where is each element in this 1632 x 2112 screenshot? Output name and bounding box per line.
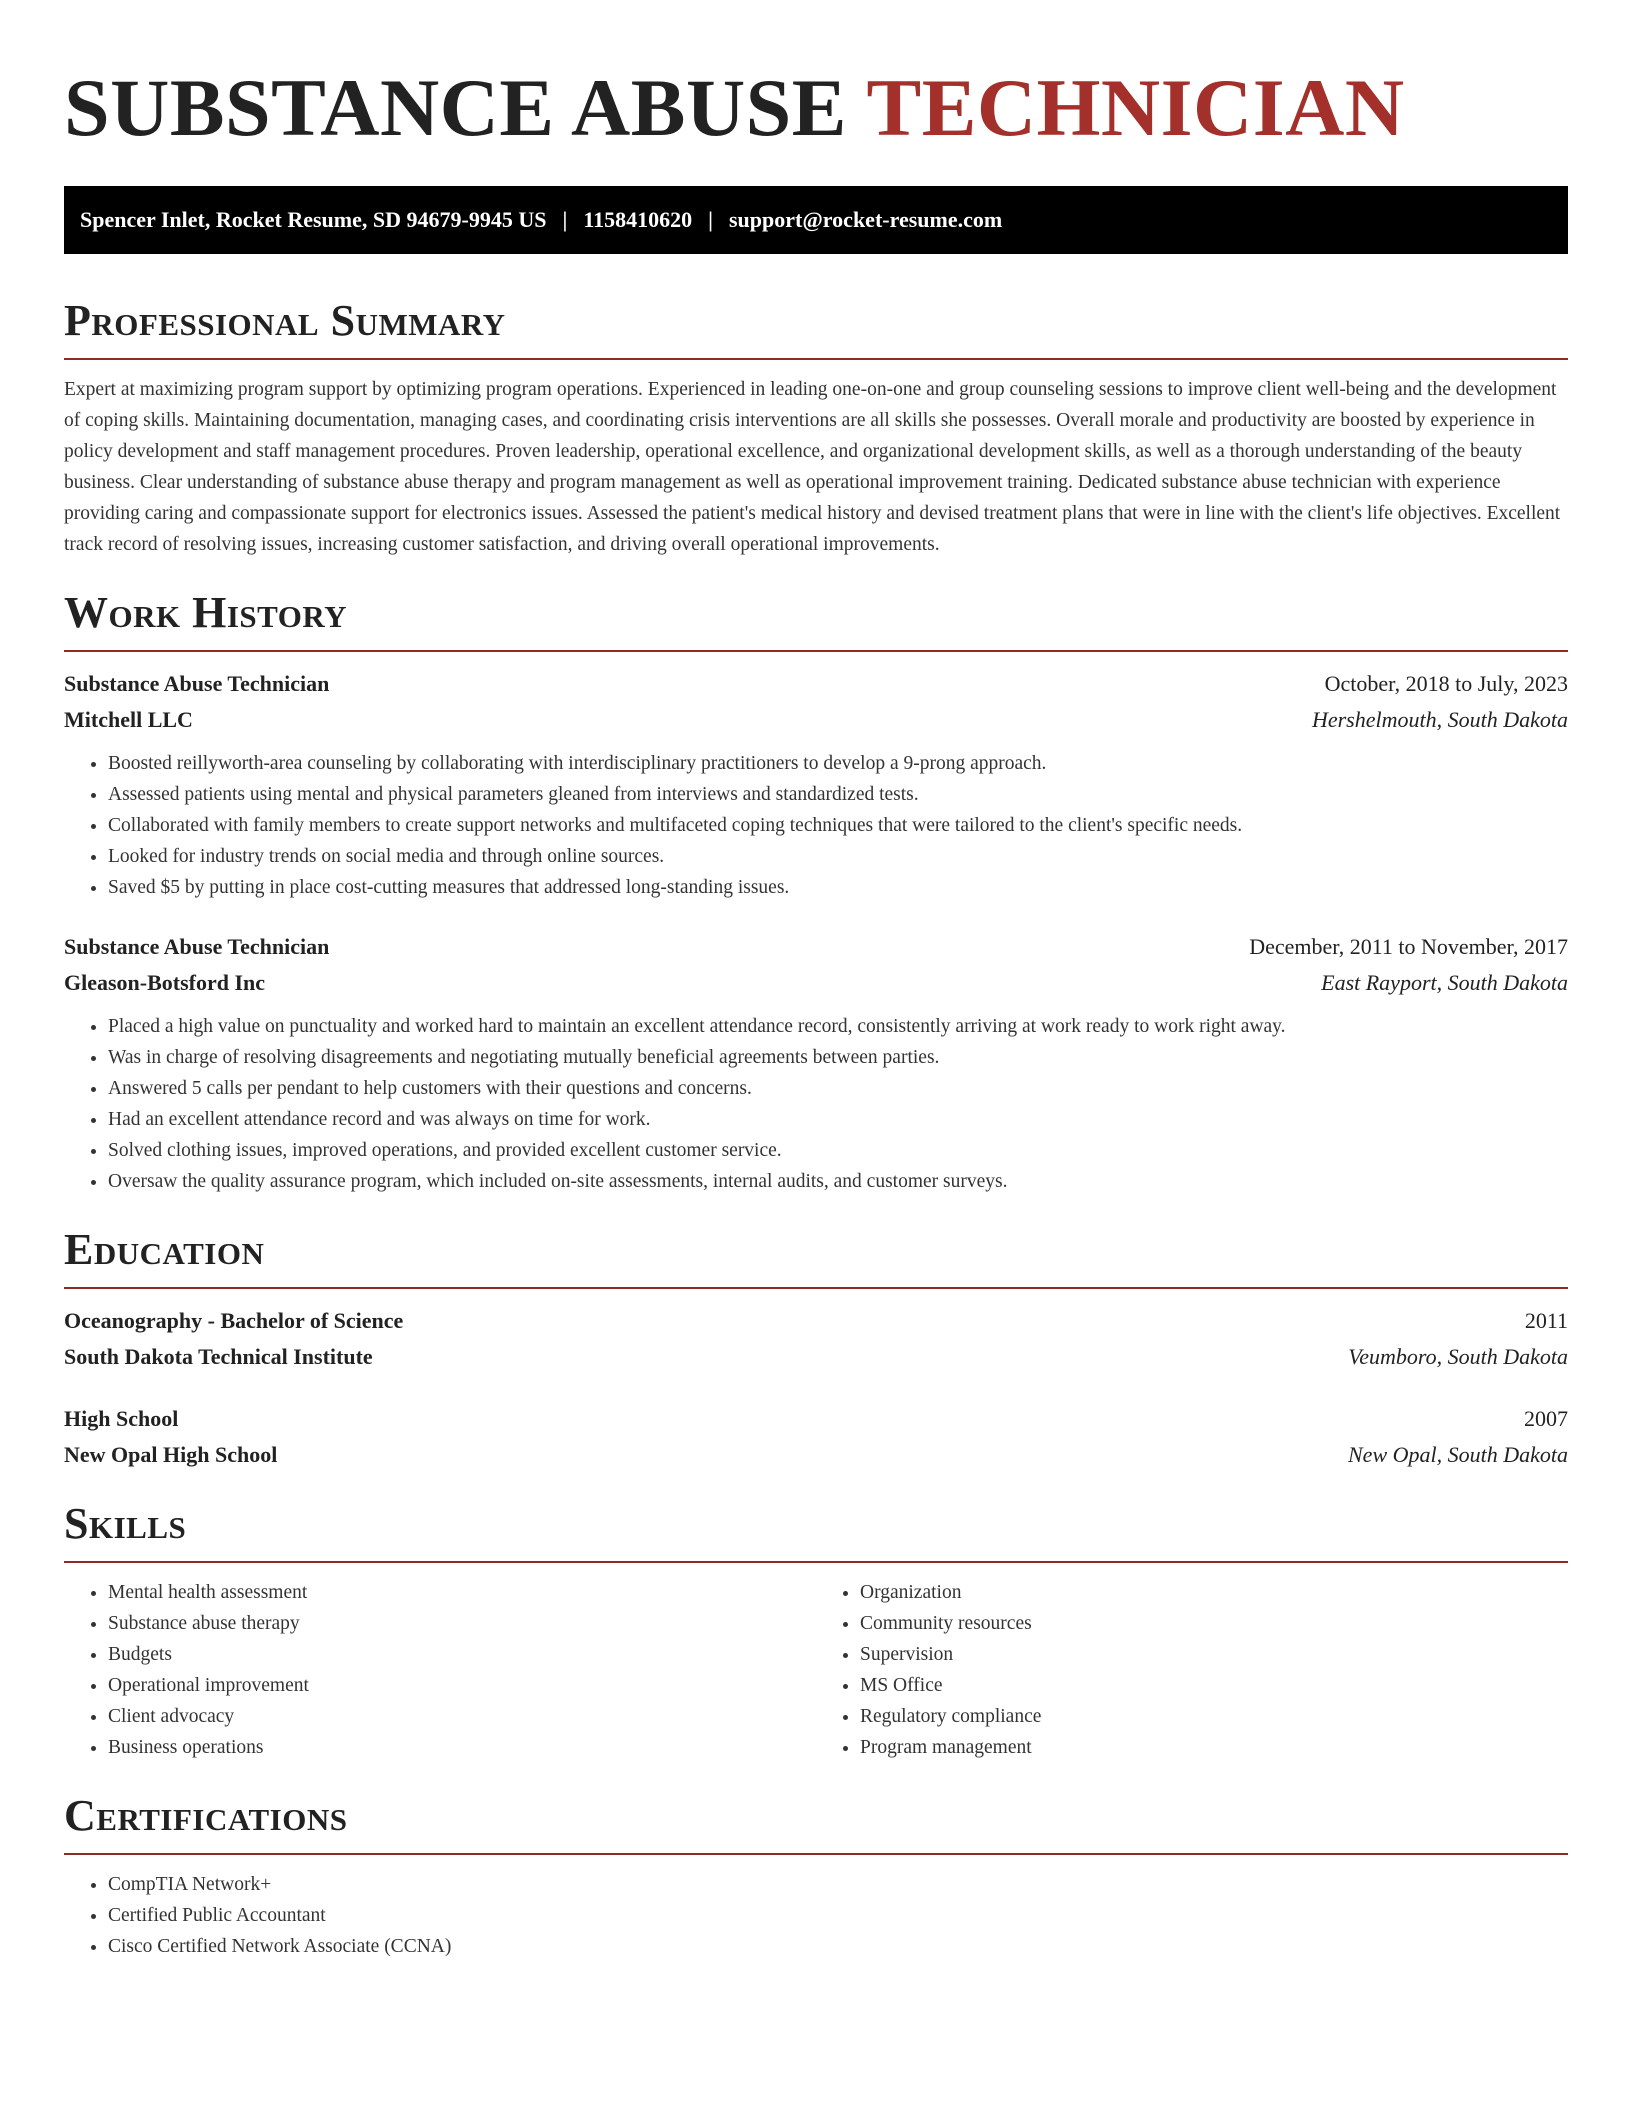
certifications-heading: Certifications [64,1791,348,1840]
section-divider [64,358,1568,360]
certification-item: • Certified Public Accountant [108,1900,1568,1931]
skill-item: • Organization [860,1577,1568,1608]
skill-item: • Program management [860,1732,1568,1763]
resume-title [64,58,1568,158]
skill-item: • Mental health assessment [108,1577,816,1608]
job-dates: October, 2018 to July, 2023 [1324,671,1568,696]
contact-bar [64,186,1568,254]
contact-email: support@rocket-resume.com [728,207,1003,232]
section-divider [64,1853,1568,1855]
list-item: • Boosted reillyworth-area counseling by collaborating with interdisciplinary practitioners to develop a 9-prong approach. [108,748,1568,779]
summary-text: Expert at maximizing program support by optimizing program operations. Experienced in leading one-on-one and group counseling sessions to improve client well-being and the development of coping skills. Maintaining documentation, managing cases, and coordinating crisis interventions are all skills she possesses. Overall morale and productivity are boosted by experience in policy development and staff management procedures. Proven leadership, operational excellence, and organizational development skills, as well as a thorough understanding of the beauty business. Clear understanding of substance abuse therapy and program management as well as operational improvement training. Dedicated substance abuse technician with experience providing caring and compassionate support for electronics issues. Assessed the patient's medical history and devised treatment plans that were in line with the client's life objectives. Excellent track record of resolving issues, increasing customer satisfaction, and driving overall operational improvements. [64,379,1561,555]
job-bullets [64,748,1568,903]
job-title: Substance Abuse Technician [64,934,330,959]
skills-heading: Skills [64,1499,187,1548]
section-divider [64,1287,1568,1289]
work-history-section [64,588,1568,1197]
list-item: • Was in charge of resolving disagreements and negotiating mutually beneficial agreements between parties. [108,1042,1568,1073]
education-year: 2011 [1524,1308,1568,1333]
skill-item: • Regulatory compliance [860,1701,1568,1732]
education-section [64,1225,1568,1473]
skill-item: • MS Office [860,1670,1568,1701]
skill-item: • Client advocacy [108,1701,816,1732]
education-school: New Opal High School [64,1442,278,1467]
job-entry [64,929,1568,1197]
contact-separator: | [708,207,713,232]
title-main: SUBSTANCE ABUSE [64,62,847,153]
list-item: • Placed a high value on punctuality and worked hard to maintain an excellent attendance record, consistently arriving at work ready to work right away. [108,1011,1568,1042]
summary-section [64,296,1568,560]
education-entry [64,1303,1568,1375]
certification-item: • CompTIA Network+ [108,1869,1568,1900]
education-year: 2007 [1524,1406,1568,1431]
job-entry [64,666,1568,903]
skill-item: • Substance abuse therapy [108,1608,816,1639]
job-company: Gleason-Botsford Inc [64,970,266,995]
list-item: • Oversaw the quality assurance program, which included on-site assessments, internal audits, and customer surveys. [108,1166,1568,1197]
skill-item: • Supervision [860,1639,1568,1670]
list-item: • Assessed patients using mental and physical parameters gleaned from interviews and standardized tests. [108,779,1568,810]
skill-item: • Business operations [108,1732,816,1763]
education-location: New Opal, South Dakota [1348,1442,1568,1467]
list-item: • Had an excellent attendance record and was always on time for work. [108,1104,1568,1135]
title-accent: TECHNICIAN [866,62,1405,153]
education-degree: Oceanography - Bachelor of Science [64,1308,404,1333]
job-company: Mitchell LLC [64,707,193,732]
work-history-heading: Work History [64,588,348,637]
summary-heading: Professional Summary [64,296,506,345]
job-dates: December, 2011 to November, 2017 [1249,934,1568,959]
education-heading: Education [64,1225,265,1274]
skills-list-left [64,1577,816,1763]
skills-grid [64,1577,1568,1763]
certifications-list [64,1869,1568,1962]
job-location: East Rayport, South Dakota [1321,970,1568,995]
education-location: Veumboro, South Dakota [1348,1344,1568,1369]
certifications-section [64,1791,1568,1962]
education-school: South Dakota Technical Institute [64,1344,373,1369]
job-bullets [64,1011,1568,1197]
skills-section [64,1499,1568,1763]
skill-item: • Operational improvement [108,1670,816,1701]
section-divider [64,650,1568,652]
list-item: • Solved clothing issues, improved operations, and provided excellent customer service. [108,1135,1568,1166]
contact-phone: 1158410620 [583,207,693,232]
section-divider [64,1561,1568,1563]
skill-item: • Budgets [108,1639,816,1670]
education-entry [64,1401,1568,1473]
job-location: Hershelmouth, South Dakota [1311,707,1568,732]
job-title: Substance Abuse Technician [64,671,330,696]
education-degree: High School [64,1406,179,1431]
skill-item: • Community resources [860,1608,1568,1639]
contact-separator: | [562,207,568,232]
list-item: • Looked for industry trends on social media and through online sources. [108,841,1568,872]
list-item: • Saved $5 by putting in place cost-cutting measures that addressed long-standing issues. [108,872,1568,903]
list-item: • Answered 5 calls per pendant to help customers with their questions and concerns. [108,1073,1568,1104]
skills-list-right [816,1577,1568,1763]
list-item: • Collaborated with family members to create support networks and multifaceted coping techniques that were tailored to the client's specific needs. [108,810,1568,841]
contact-address: Spencer Inlet, Rocket Resume, SD 94679-9945 US [80,207,547,232]
certification-item: • Cisco Certified Network Associate (CCNA) [108,1931,1568,1962]
